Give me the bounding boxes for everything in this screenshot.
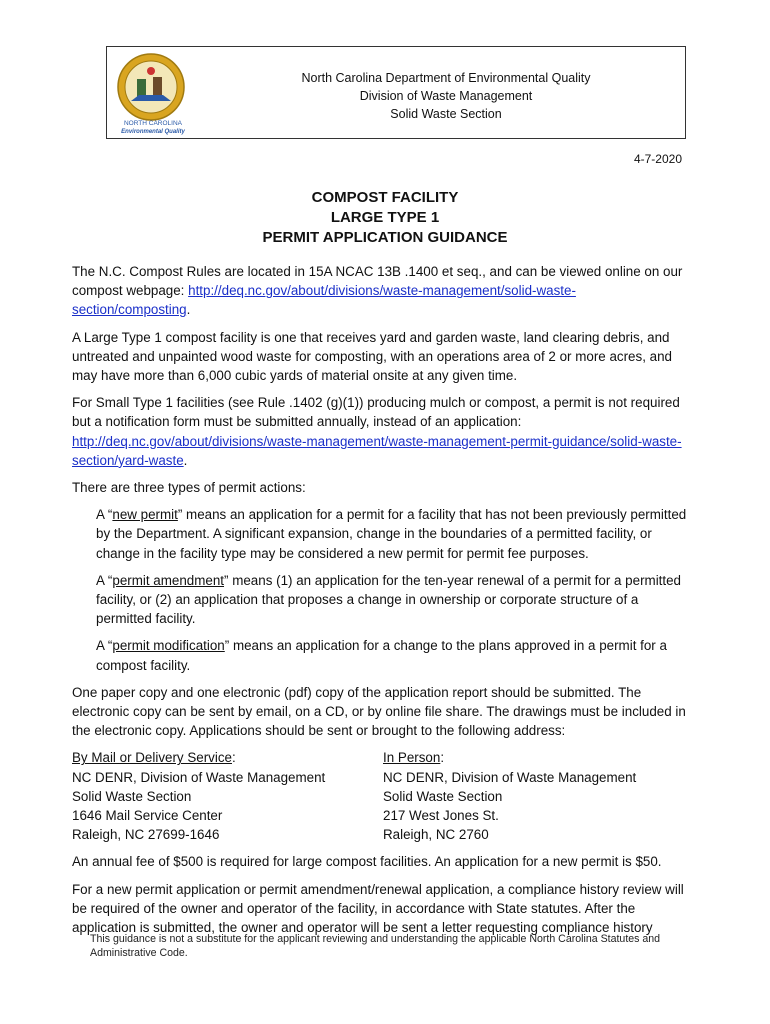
small-type-paragraph: For Small Type 1 facilities (see Rule .1402 (g)(1)) producing mulch or compost, a permit is not required but a notification form must be submitted annually, instead of an application: http://deq.nc.gov/about/divisions/waste-management/waste-management-permit-guidance/solid-waste-section/yard-waste. bbox=[72, 395, 682, 468]
document-title bbox=[0, 188, 770, 248]
permit-amendment-definition: A “permit amendment” means (1) an application for the ten-year renewal of a permit for a permitted facility, or (2) an application that proposes a change in ownership or corporate structure of a permitted facility. bbox=[96, 572, 682, 627]
title-line-3: PERMIT APPLICATION GUIDANCE bbox=[262, 229, 508, 246]
nc-deq-seal-logo bbox=[113, 51, 193, 137]
permit-modification-definition: A “permit modification” means an application for a change to the plans approved in a permit for a compost facility. bbox=[96, 638, 667, 673]
document-body bbox=[72, 262, 694, 945]
dept-name: North Carolina Department of Environmental Quality bbox=[301, 71, 591, 85]
division-name: Division of Waste Management bbox=[359, 89, 533, 103]
in-person-heading: In Person bbox=[383, 750, 441, 766]
new-permit-term: new permit bbox=[112, 507, 178, 523]
section-name: Solid Waste Section bbox=[390, 107, 502, 121]
permit-modification-term: permit modification bbox=[112, 638, 225, 654]
letterhead-text bbox=[207, 69, 685, 123]
copies-paragraph: One paper copy and one electronic (pdf) copy of the application report should be submitted. The electronic copy can be sent by email, on a CD, or by online file share. The drawings must be included in the electronic copy. Applications should be sent or brought to the following address: bbox=[72, 684, 686, 739]
title-line-2: LARGE TYPE 1 bbox=[330, 209, 440, 226]
compliance-paragraph: For a new permit application or permit amendment/renewal application, a compliance history review will be required of the owner and operator of the facility, in accordance with State statutes. After the application is submitted, the owner and operator will be sent a letter requesting compliance history bbox=[72, 881, 684, 936]
footer-disclaimer: This guidance is not a substitute for the applicant reviewing and understanding the applicable North Carolina Statutes and Administrative Code. bbox=[90, 933, 661, 959]
logo-text-1: NORTH CAROLINA bbox=[123, 120, 183, 127]
mail-address: By Mail or Delivery Service: NC DENR, Division of Waste Management Solid Waste Section 1646 Mail Service Center Raleigh, NC 27699-1646 bbox=[72, 750, 326, 843]
fee-paragraph: An annual fee of $500 is required for large compost facilities. An application for a new permit is $50. bbox=[72, 854, 662, 870]
intro-paragraph: The N.C. Compost Rules are located in 15A NCAC 13B .1400 et seq., and can be viewed online on our compost webpage: http://deq.nc.gov/about/divisions/waste-management/solid-waste-section/composting. bbox=[72, 264, 683, 318]
yard-waste-link[interactable]: http://deq.nc.gov/about/divisions/waste-management/waste-management-permit-guidance/solid-waste-section/yard-waste bbox=[72, 433, 682, 468]
permit-types-intro: There are three types of permit actions: bbox=[72, 480, 306, 496]
in-person-address: In Person: NC DENR, Division of Waste Management Solid Waste Section 217 West Jones St. Raleigh, NC 2760 bbox=[383, 750, 637, 843]
permit-amendment-term: permit amendment bbox=[112, 572, 225, 588]
letterhead-box bbox=[106, 46, 686, 139]
address-block bbox=[72, 748, 694, 844]
compost-webpage-link[interactable]: http://deq.nc.gov/about/divisions/waste-management/solid-waste-section/composting bbox=[72, 283, 576, 318]
document-date: 4-7-2020 bbox=[633, 152, 682, 166]
logo-text-2: Environmental Quality bbox=[121, 129, 185, 135]
new-permit-definition: A “new permit” means an application for a permit for a facility that has not been previously permitted by the Department. A significant expansion, change in the boundaries of a permitted facility, or change in the facility type may be considered a new permit for permit fee purposes. bbox=[96, 507, 687, 561]
mail-heading: By Mail or Delivery Service bbox=[72, 750, 232, 766]
title-line-1: COMPOST FACILITY bbox=[311, 189, 459, 206]
large-type-paragraph: A Large Type 1 compost facility is one that receives yard and garden waste, land clearing debris, and untreated and unpainted wood waste for composting, with an operations area of 2 or more acres, and may have more than 6,000 cubic yards of material onsite at any given time. bbox=[72, 329, 672, 384]
